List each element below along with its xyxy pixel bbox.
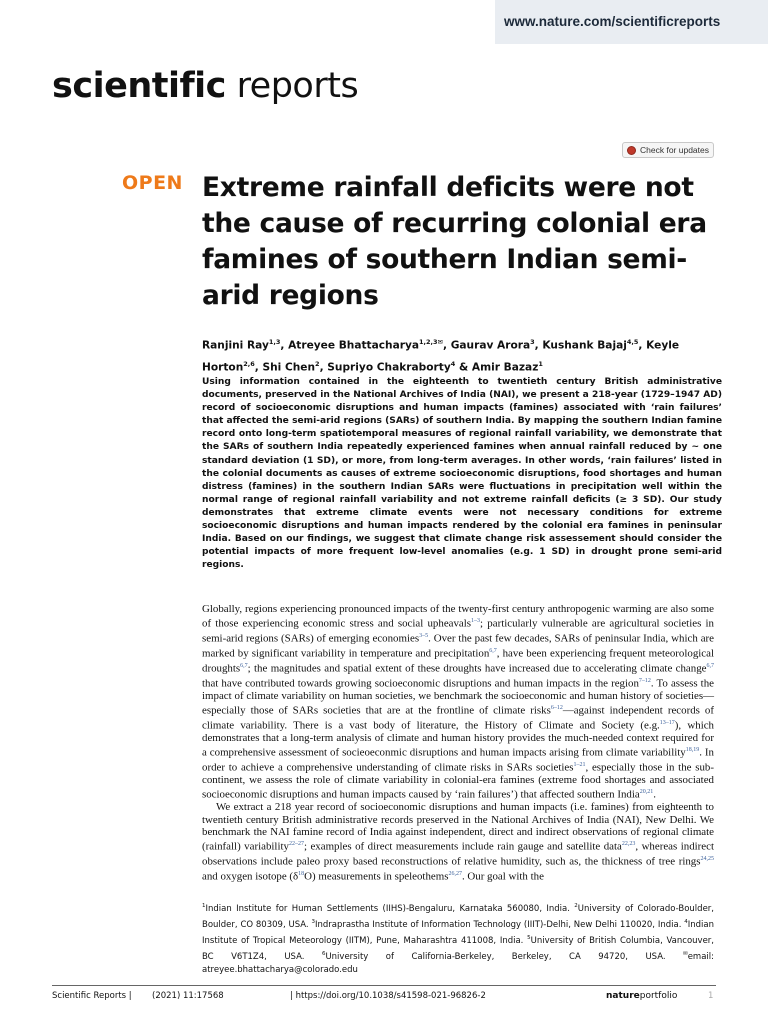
author-list bbox=[202, 333, 722, 376]
text-run: We extract a 218 year record of socioeconomic disruptions and human impacts (i.e. famines) from eighteenth to twentieth century British administrative records preserved in the National Archives of India (NAI), New Delhi. We benchmark the NAI famine record of India against independent, direct and indirect observations of regional climate (rainfall) variability bbox=[202, 801, 714, 853]
citation-superscript: 18,19 bbox=[685, 747, 700, 754]
text-run: Indian Institute of Tropical Meteorology (IITM), Pune, Maharashtra 411008, India. bbox=[202, 919, 714, 946]
citation-superscript: 22,23 bbox=[621, 841, 636, 848]
check-for-updates-button[interactable] bbox=[622, 142, 714, 158]
page-number: 1 bbox=[708, 991, 714, 1001]
open-access-label: OPEN bbox=[122, 172, 183, 194]
text-run: . Over the past few decades, SARs of peninsular India, which are marked by significant variability in temperature and precipitation bbox=[202, 632, 714, 660]
text-run: University of Colorado-Boulder, Boulder, CO 80309, USA. bbox=[202, 903, 714, 930]
author-name: Supriyo Chakraborty bbox=[327, 361, 451, 374]
brand-light-text: reports bbox=[225, 66, 359, 106]
citation-superscript: 1–3 bbox=[471, 618, 481, 625]
footer-doi-link[interactable]: | https://doi.org/10.1038/s41598-021-96826-2 bbox=[290, 991, 486, 1001]
text-run: O) measurements in speleothems bbox=[304, 870, 449, 883]
check-for-updates-label: Check for updates bbox=[640, 145, 709, 155]
text-run: ; the magnitudes and spatial extent of these droughts have increased due to accelerating climate change bbox=[247, 662, 707, 675]
citation-superscript: 1 bbox=[202, 903, 206, 909]
author-separator: , bbox=[534, 339, 543, 352]
citation-superscript: 6,7 bbox=[489, 648, 497, 655]
author-separator: , bbox=[638, 339, 647, 352]
author-affiliation-marker: 4,5 bbox=[626, 338, 639, 346]
citation-superscript: 7–12 bbox=[638, 677, 651, 684]
author-name: Shi Chen bbox=[262, 361, 316, 374]
author-name: Keyle Horton bbox=[202, 339, 680, 374]
citation-superscript: 6–12 bbox=[550, 705, 563, 712]
author-separator: , bbox=[319, 361, 328, 374]
citation-superscript: 1–21 bbox=[573, 762, 586, 769]
text-run: . bbox=[653, 789, 656, 802]
citation-superscript: 18 bbox=[298, 871, 305, 878]
abstract: Using information contained in the eighteenth to twentieth century British administrative documents, preserved in the National Archives of India (NAI), we present a 218-year (1729–1947 AD) record of socioeconomic disruptions and human impacts (famines) associated with ‘rain failures’ that affected the semi-arid regions (SARs) of southern India. By mapping the southern Indian famine record onto long-term spatiotemporal measures of regional rainfall variability, we demonstrate that the SARs of southern India repeatedly experienced famines when annual rainfall reduced by ~ one standard deviation (1 SD), or more, from long-term averages. In other words, ‘rain failures’ listed in the colonial documents as causes of extreme socioeconomic disruptions, food shortages and human distress (famines) in the southern Indian SARs were fluctuations in precipitation well within the normal range of regional rainfall variability and not extreme rainfall deficits (≥ 3 SD). Our study demonstrates that extreme climate events were not necessary conditions for extreme socioeconomic disruptions and human impacts rendered by the colonial era famines in peninsular India. Based on our findings, we suggest that climate change risk assessement should consider the potential impacts of more frequent low-level anomalies (e.g. 1 SD) in drought prone semi-arid regions. bbox=[202, 377, 722, 571]
citation-superscript: 5 bbox=[527, 935, 531, 942]
author-name: Ranjini Ray bbox=[202, 339, 269, 352]
citation-superscript: 6,7 bbox=[240, 663, 248, 670]
main-text bbox=[202, 603, 714, 883]
author-separator: , bbox=[280, 339, 289, 352]
text-run: ), which demonstrates that a long-term analysis of climate and human history provides the much-needed context required for a comprehensive assessment of socieoeconmic disruptions and human impacts arising from climate variability bbox=[202, 719, 714, 759]
author-separator: , bbox=[442, 339, 451, 352]
text-run: email: atreyee.bhattacharya@colorado.edu bbox=[202, 951, 714, 976]
author-name: Gaurav Arora bbox=[450, 339, 531, 352]
author-separator: , bbox=[254, 361, 263, 374]
journal-brand-logo bbox=[52, 66, 358, 106]
text-run: . To assess the impact of climate variability on human societies, we benchmark the socioeconomic and human history of societies—especially those of SARs societies that are at the frontline of climate risks bbox=[202, 677, 714, 717]
author-name: Atreyee Bhattacharya bbox=[288, 339, 420, 352]
author-affiliation-marker: 4 bbox=[450, 359, 456, 368]
body-paragraph bbox=[202, 603, 714, 801]
author-name: Kushank Bajaj bbox=[542, 339, 627, 352]
text-run: University of California-Berkeley, Berkeley, CA 94720, USA. bbox=[325, 951, 684, 962]
text-run: that have contributed towards growing socioeconomic disruptions and human impacts in the region bbox=[202, 677, 639, 690]
text-run: Indraprastha Institute of Information Technology (IIIT)-Delhi, New Delhi 110020, India. bbox=[314, 919, 685, 930]
citation-superscript: 20,21 bbox=[639, 789, 654, 796]
publisher-logo-bold: nature bbox=[606, 991, 640, 1001]
text-run: , have been experiencing frequent meteorological droughts bbox=[202, 647, 715, 675]
text-run: , whereas indirect observations include paleo proxy based reconstructions of relative humidity, such as, the thickness of tree rings bbox=[202, 840, 714, 868]
publisher-logo bbox=[606, 991, 677, 1001]
article-title: Extreme rainfall deficits were not the cause of recurring colonial era famines of southern Indian semi-arid regions bbox=[202, 172, 707, 311]
author-affiliation-marker: 1 bbox=[538, 359, 543, 368]
journal-url-link[interactable]: www.nature.com/scientificreports bbox=[504, 14, 721, 29]
footer-journal-name: Scientific Reports | bbox=[52, 991, 132, 1001]
author-affiliation-marker: 1,3 bbox=[268, 338, 281, 346]
author-name: Amir Bazaz bbox=[471, 361, 539, 374]
text-run: ; particularly vulnerable are agricultural societies in semi-arid regions (SARs) of emerging economies bbox=[202, 617, 714, 645]
citation-superscript: 6,7 bbox=[706, 663, 714, 670]
citation-superscript: 26,27 bbox=[448, 871, 462, 878]
text-run: . In order to achieve a comprehensive understanding of climate risks in SARs societies bbox=[202, 746, 714, 774]
text-run: and oxygen isotope (δ bbox=[202, 870, 299, 883]
citation-superscript: 13–17 bbox=[659, 720, 675, 727]
citation-superscript: 4 bbox=[684, 919, 688, 926]
text-run: Globally, regions experiencing pronounced impacts of the twenty-first century anthropogenic warming are also some of those experiencing economic stress and social upheavals bbox=[202, 603, 714, 630]
body-paragraph bbox=[202, 801, 714, 883]
footer-volume: (2021) 11:17568 bbox=[152, 991, 224, 1001]
citation-superscript: 3 bbox=[311, 919, 315, 926]
citation-superscript: 2 bbox=[574, 903, 578, 909]
crossmark-icon bbox=[627, 146, 636, 155]
citation-superscript: 6 bbox=[321, 951, 326, 958]
brand-bold-text: scientific bbox=[52, 66, 226, 106]
publisher-logo-light: portfolio bbox=[639, 991, 678, 1001]
author-affiliation-marker: 3 bbox=[530, 338, 535, 346]
author-affiliation-marker: 1,2,3✉ bbox=[419, 338, 443, 346]
author-affiliation-marker: 2 bbox=[315, 359, 320, 368]
citation-superscript: 24,25 bbox=[700, 856, 714, 863]
citation-superscript: 3–5 bbox=[419, 633, 429, 640]
author-affiliation-marker: 2,6 bbox=[243, 359, 255, 368]
text-run: , especially those in the sub-continent, we assess the role of climate variability in colonial-era famines (extreme food shortages and associated socioeconomic disruptions and human impacts caused by ‘rain failures’) that affected southern India bbox=[202, 761, 714, 802]
author-separator: & bbox=[455, 361, 472, 374]
footer-divider bbox=[52, 985, 716, 986]
citation-superscript: 22–27 bbox=[288, 841, 304, 848]
text-run: University of British Columbia, Vancouver, BC V6T1Z4, USA. bbox=[202, 935, 714, 962]
text-run: Indian Institute for Human Settlements (IIHS)-Bengaluru, Karnataka 560080, India. bbox=[205, 903, 575, 914]
affiliations bbox=[202, 900, 714, 977]
text-run: . Our goal with the bbox=[461, 870, 544, 883]
text-run: —against independent records of climate variability. There is a vast body of literature, the History of Climate and Society (e.g. bbox=[202, 704, 714, 732]
citation-superscript: ✉ bbox=[683, 951, 688, 958]
text-run: ; examples of direct measurements include rain gauge and satellite data bbox=[303, 840, 622, 853]
